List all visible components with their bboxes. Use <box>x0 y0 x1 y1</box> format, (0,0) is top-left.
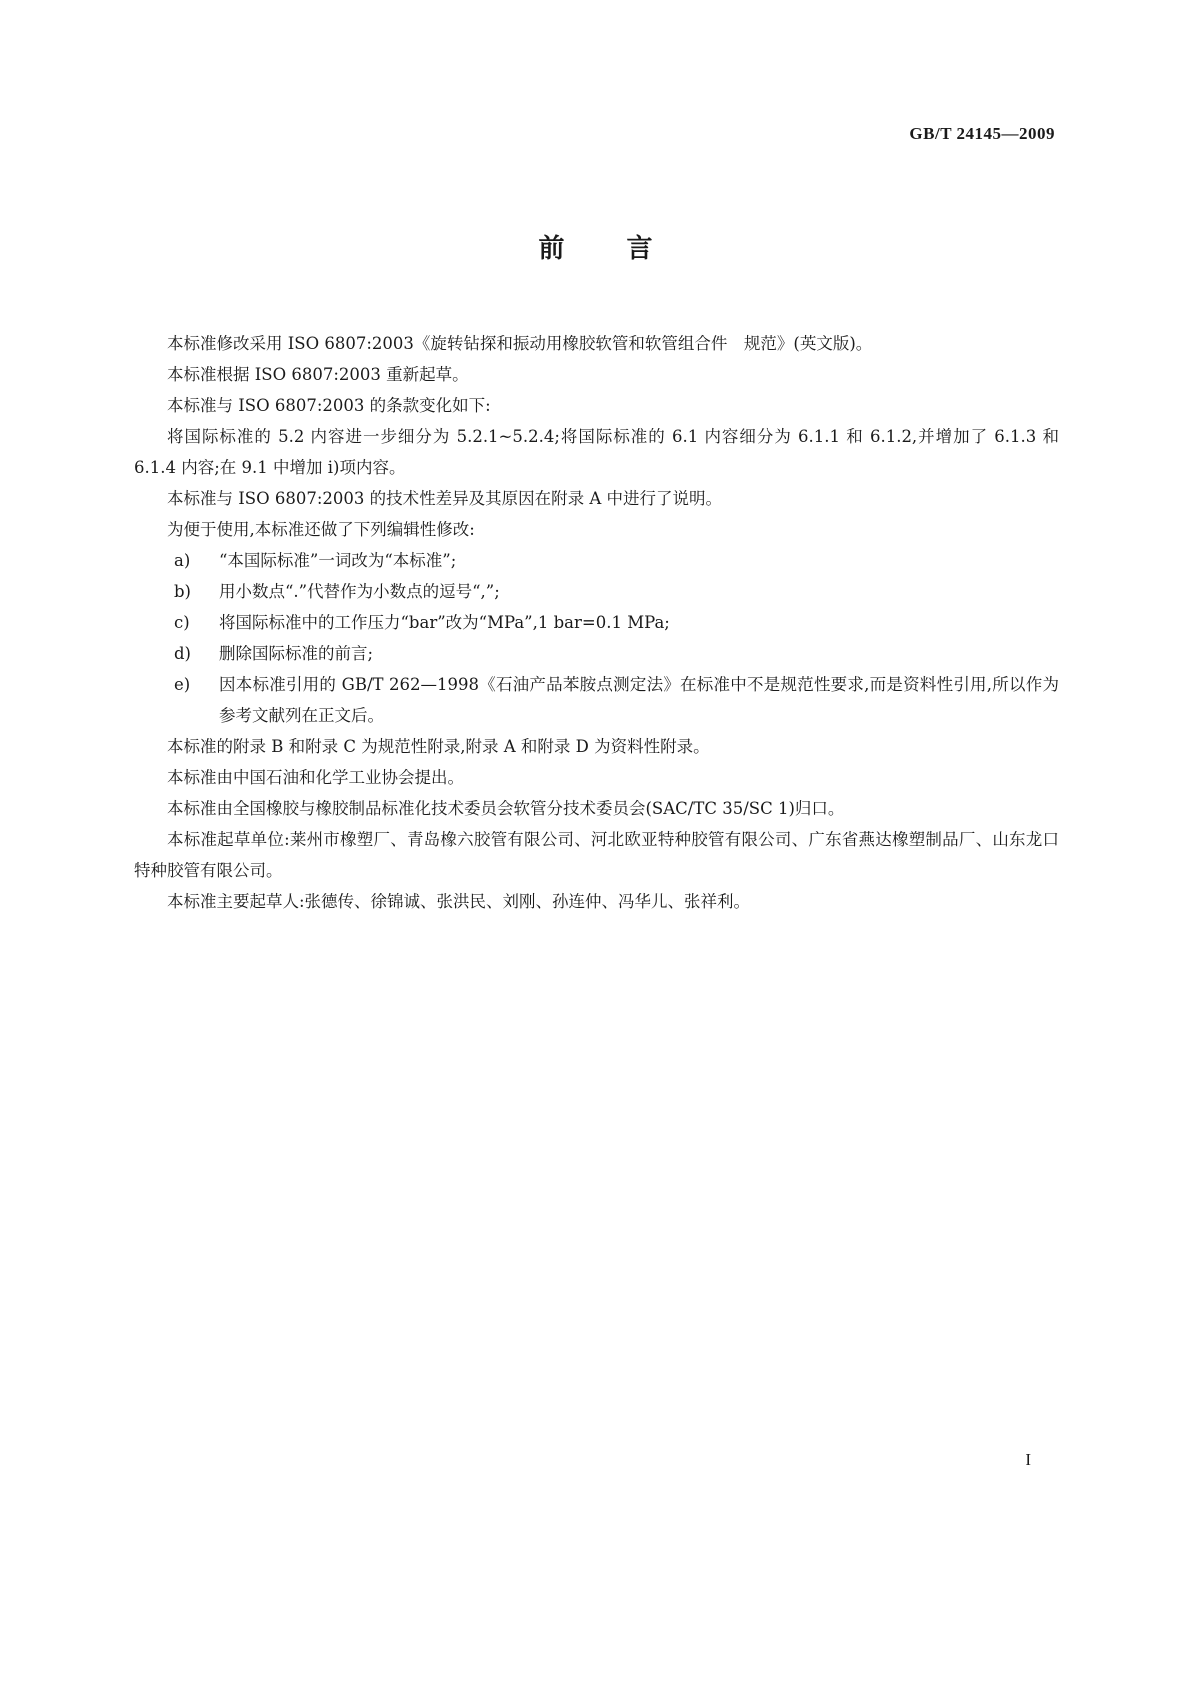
list-marker: b) <box>174 582 191 601</box>
paragraph: 本标准起草单位:莱州市橡塑厂、青岛橡六胶管有限公司、河北欧亚特种胶管有限公司、广东省燕达橡塑制品厂、山东龙口特种胶管有限公司。 <box>134 830 1059 880</box>
foreword-body <box>134 328 1059 917</box>
page-title: 前言 <box>538 234 715 264</box>
list-item <box>134 607 1059 638</box>
paragraph: 本标准与 ISO 6807:2003 的技术性差异及其原因在附录 A 中进行了说明。 <box>167 489 723 508</box>
paragraph: 本标准主要起草人:张德传、徐锦诚、张洪民、刘刚、孙连仲、冯华儿、张祥利。 <box>167 892 751 911</box>
standard-code: GB/T 24145—2009 <box>909 124 1055 143</box>
list-marker: c) <box>174 613 190 632</box>
paragraph: 将国际标准的 5.2 内容进一步细分为 5.2.1~5.2.4;将国际标准的 6.1 内容细分为 6.1.1 和 6.1.2,并增加了 6.1.3 和 6.1.4 内容;在 9.1 中增加 i)项内容。 <box>134 427 1059 477</box>
list-item-text: 因本标准引用的 GB/T 262—1998《石油产品苯胺点测定法》在标准中不是规范性要求,而是资料性引用,所以作为参考文献列在正文后。 <box>219 675 1059 725</box>
list-marker: d) <box>174 644 191 663</box>
list-item <box>134 576 1059 607</box>
paragraph: 为便于使用,本标准还做了下列编辑性修改: <box>167 520 475 539</box>
edit-list <box>134 545 1059 731</box>
list-item <box>134 545 1059 576</box>
list-item-text: 将国际标准中的工作压力“bar”改为“MPa”,1 bar=0.1 MPa; <box>219 613 670 632</box>
list-marker: a) <box>174 551 191 570</box>
paragraph: 本标准与 ISO 6807:2003 的条款变化如下: <box>167 396 491 415</box>
page-number: I <box>1025 1450 1031 1469</box>
list-item <box>134 638 1059 669</box>
paragraph: 本标准由中国石油和化学工业协会提出。 <box>167 768 464 787</box>
paragraph: 本标准根据 ISO 6807:2003 重新起草。 <box>167 365 469 384</box>
list-item-text: 用小数点“.”代替作为小数点的逗号“,”; <box>219 582 500 601</box>
list-item <box>134 669 1059 731</box>
list-item-text: 删除国际标准的前言; <box>219 644 374 663</box>
paragraph: 本标准的附录 B 和附录 C 为规范性附录,附录 A 和附录 D 为资料性附录。 <box>167 737 710 756</box>
paragraph: 本标准修改采用 ISO 6807:2003《旋转钻探和振动用橡胶软管和软管组合件 规范》(英文版)。 <box>167 334 873 353</box>
list-marker: e) <box>174 675 191 694</box>
paragraph: 本标准由全国橡胶与橡胶制品标准化技术委员会软管分技术委员会(SAC/TC 35/SC 1)归口。 <box>167 799 845 818</box>
list-item-text: “本国际标准”一词改为“本标准”; <box>219 551 457 570</box>
